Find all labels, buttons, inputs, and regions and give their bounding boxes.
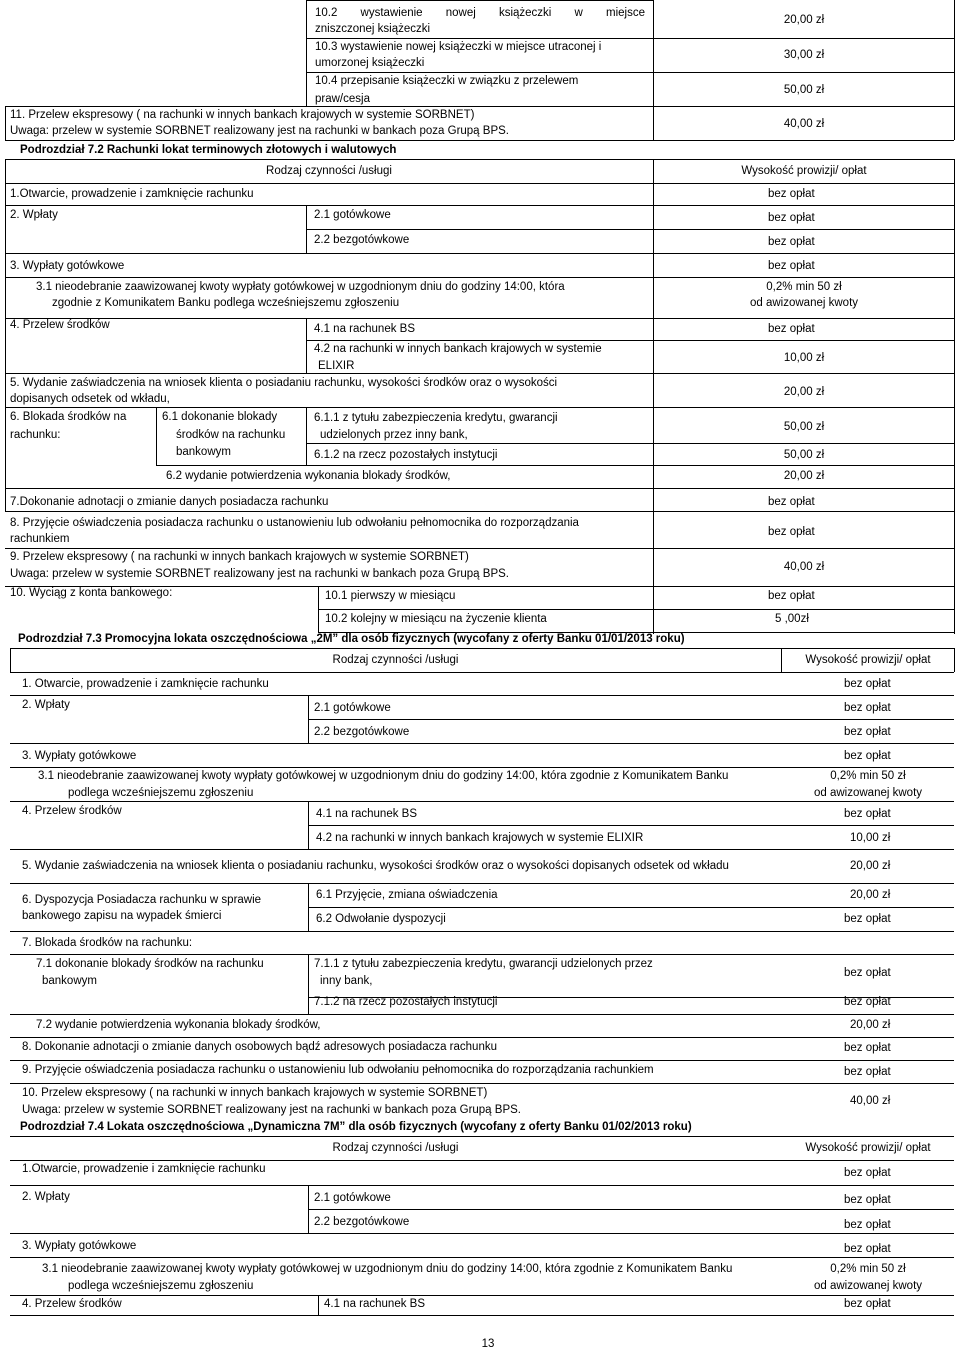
s74-row-4: 4. Przelew środków <box>22 1298 122 1310</box>
s72-header-service: Rodzaj czynności /usługi <box>266 165 392 177</box>
s73-row-9: 9. Przyjęcie oświadczenia posiadacza rachunku o ustanowieniu lub odwołaniu pełnomocnika do rozporządzania rachunkiem <box>22 1064 654 1076</box>
s72-row-4-1: 4.1 na rachunek BS <box>314 323 416 335</box>
s73-row-2: 2. Wpłaty <box>22 699 70 711</box>
s72-fee-9: 40,00 zł <box>783 561 825 573</box>
page-number: 13 <box>481 1338 495 1350</box>
section-7-3-title: Podrozdział 7.3 Promocyjna lokata oszczędnościowa „2M” dla osób fizycznych (wycofany z oferty Banku 01/01/2013 roku) <box>18 633 685 645</box>
s72-fee-2-1: bez opłat <box>768 212 815 224</box>
s72-row-6-1-1-text-2: udzielonych przez inny bank, <box>320 429 468 441</box>
row-10-2-text-2: zniszczonej książeczki <box>315 23 431 35</box>
s72-row-6-1-text-3: bankowym <box>176 446 231 458</box>
s72-row-3: 3. Wypłaty gotówkowe <box>10 260 125 272</box>
s73-row-1: 1. Otwarcie, prowadzenie i zamknięcie rachunku <box>22 678 269 690</box>
s73-row-7: 7. Blokada środków na rachunku: <box>22 937 193 949</box>
fee-10-3: 30,00 zł <box>783 49 825 61</box>
s73-fee-10: 40,00 zł <box>850 1095 891 1107</box>
s73-row-6-text-1: 6. Dyspozycja Posiadacza rachunku w sprawie <box>22 894 262 906</box>
s72-row-10-2: 10.2 kolejny w miesiącu na życzenie klienta <box>325 613 547 625</box>
s72-fee-1: bez opłat <box>768 188 815 200</box>
s74-fee-2-2: bez opłat <box>844 1219 891 1231</box>
fee-10-2: 20,00 zł <box>783 14 825 26</box>
s74-row-3-1-text-1: 3.1 nieodebranie zaawizowanej kwoty wypłaty gotówkowej w uzgodnionym dniu do godziny 14:00, która zgodnie z Komunikatem Banku <box>42 1263 733 1275</box>
s74-fee-3: bez opłat <box>844 1243 891 1255</box>
s72-fee-4-2: 10,00 zł <box>783 352 825 364</box>
s73-row-6-2: 6.2 Odwołanie dyspozycji <box>316 913 446 925</box>
s72-row-4-2-text-2: ELIXIR <box>318 360 355 372</box>
s72-row-6-text-1: 6. Blokada środków na <box>10 411 127 423</box>
row-10-3-text-1: 10.3 wystawienie nowej książeczki w miejsce utraconej i <box>315 41 602 53</box>
s72-row-9-text-1: 9. Przelew ekspresowy ( na rachunki w innych bankach krajowych w systemie SORBNET) <box>10 551 469 563</box>
s74-row-3: 3. Wypłaty gotówkowe <box>22 1240 137 1252</box>
row-10-3-text-2: umorzonej książeczki <box>315 57 425 69</box>
s73-header-service: Rodzaj czynności /usługi <box>332 654 459 666</box>
s72-row-2-2: 2.2 bezgotówkowe <box>314 234 410 246</box>
s72-row-4: 4. Przelew środków <box>10 319 110 331</box>
s74-row-2-1: 2.1 gotówkowe <box>314 1192 391 1204</box>
s73-row-2-2: 2.2 bezgotówkowe <box>314 726 410 738</box>
s72-row-3-1-text-2: zgodnie z Komunikatem Banku podlega wcześniejszemu zgłoszeniu <box>52 297 400 309</box>
s73-row-3-1-text-2: podlega wcześniejszemu zgłoszeniu <box>68 787 254 799</box>
s72-fee-10-2: 5 ,00zł <box>775 613 809 625</box>
s72-row-10: 10. Wyciąg z konta bankowego: <box>10 587 173 599</box>
s72-row-7: 7.Dokonanie adnotacji o zmianie danych posiadacza rachunku <box>10 496 329 508</box>
s72-row-4-2-text-1: 4.2 na rachunki w innych bankach krajowych w systemie <box>314 343 602 355</box>
s74-row-2: 2. Wpłaty <box>22 1191 70 1203</box>
s73-row-7-1-1-text-1: 7.1.1 z tytułu zabezpieczenia kredytu, gwarancji udzielonych przez <box>314 958 653 970</box>
s72-fee-2-2: bez opłat <box>768 236 815 248</box>
s72-fee-3: bez opłat <box>768 260 815 272</box>
s73-row-3-1-text-1: 3.1 nieodebranie zaawizowanej kwoty wypłaty gotówkowej w uzgodnionym dniu do godziny 14:00, która zgodnie z Komunikatem Banku <box>38 770 729 782</box>
s72-row-6-1-1-text-1: 6.1.1 z tytułu zabezpieczenia kredytu, gwarancji <box>314 412 558 424</box>
s72-row-5-text-1: 5. Wydanie zaświadczenia na wniosek klienta o posiadaniu rachunku, wysokości środków oraz o wysokości <box>10 377 558 389</box>
s74-fee-1: bez opłat <box>844 1167 891 1179</box>
s73-row-4-1: 4.1 na rachunek BS <box>316 808 418 820</box>
s72-fee-8: bez opłat <box>768 526 815 538</box>
s72-row-6-text-2: rachunku: <box>10 429 61 441</box>
s74-fee-2-1: bez opłat <box>844 1194 891 1206</box>
s73-fee-2-2: bez opłat <box>844 726 891 738</box>
s72-row-6-2: 6.2 wydanie potwierdzenia wykonania blokady środków, <box>166 470 451 482</box>
s73-row-7-1-text-1: 7.1 dokonanie blokady środków na rachunku <box>36 958 264 970</box>
s73-fee-9: bez opłat <box>844 1066 891 1078</box>
s72-row-1: 1.Otwarcie, prowadzenie i zamknięcie rachunku <box>10 188 254 200</box>
s73-row-6-1: 6.1 Przyjęcie, zmiana oświadczenia <box>316 889 498 901</box>
s72-row-2: 2. Wpłaty <box>10 209 58 221</box>
s72-fee-10-1: bez opłat <box>768 590 815 602</box>
fee-10-4: 50,00 zł <box>783 84 825 96</box>
s74-row-2-2: 2.2 bezgotówkowe <box>314 1216 410 1228</box>
s73-row-10-text-1: 10. Przelew ekspresowy ( na rachunki w innych bankach krajowych w systemie SORBNET) <box>22 1087 488 1099</box>
s73-row-6-text-2: bankowego zapisu na wypadek śmierci <box>22 910 222 922</box>
row-11-text-2: Uwaga: przelew w systemie SORBNET realizowany jest na rachunki w bankach poza Grupą BPS. <box>10 125 509 137</box>
s73-row-3: 3. Wypłaty gotówkowe <box>22 750 137 762</box>
s72-fee-7: bez opłat <box>768 496 815 508</box>
s72-fee-6-2: 20,00 zł <box>783 470 825 482</box>
s73-fee-5: 20,00 zł <box>850 860 891 872</box>
s73-fee-3: bez opłat <box>844 750 891 762</box>
s72-row-2-1: 2.1 gotówkowe <box>314 209 391 221</box>
s73-row-7-1-1-text-2: inny bank, <box>320 975 373 987</box>
s73-fee-1: bez opłat <box>844 678 891 690</box>
s73-fee-8: bez opłat <box>844 1042 891 1054</box>
s72-header-fee: Wysokość prowizji/ opłat <box>741 165 867 177</box>
s72-fee-6-1-2: 50,00 zł <box>783 449 825 461</box>
s73-row-4: 4. Przelew środków <box>22 805 122 817</box>
s74-fee-3-1-text-2: od awizowanej kwoty <box>813 1280 923 1292</box>
s72-fee-3-1-text-1: 0,2% min 50 zł <box>766 281 842 293</box>
row-10-4-text-2: praw/cesja <box>315 93 370 105</box>
s72-fee-5: 20,00 zł <box>783 386 825 398</box>
s72-row-8-text-2: rachunkiem <box>10 533 70 545</box>
s73-fee-4-1: bez opłat <box>844 808 891 820</box>
s72-fee-3-1-text-2: od awizowanej kwoty <box>749 297 859 309</box>
s73-header-fee: Wysokość prowizji/ opłat <box>805 654 931 666</box>
row-10-4-text-1: 10.4 przepisanie książeczki w związku z przelewem <box>315 75 579 87</box>
s74-row-3-1-text-2: podlega wcześniejszemu zgłoszeniu <box>68 1280 254 1292</box>
s72-row-6-1-text-2: środków na rachunku <box>176 429 286 441</box>
s73-fee-7-1-1: bez opłat <box>844 967 891 979</box>
s73-fee-7-1-2: bez opłat <box>844 996 891 1008</box>
s73-row-7-1-text-2: bankowym <box>42 975 97 987</box>
s74-fee-4-1: bez opłat <box>844 1298 891 1310</box>
s73-row-4-2: 4.2 na rachunki w innych bankach krajowych w systemie ELIXIR <box>316 832 644 844</box>
row-11-text-1: 11. Przelew ekspresowy ( na rachunki w innych bankach krajowych w systemie SORBNET) <box>10 109 475 121</box>
s72-row-9-text-2: Uwaga: przelew w systemie SORBNET realizowany jest na rachunki w bankach poza Grupą BPS. <box>10 568 509 580</box>
s73-fee-6-1: 20,00 zł <box>850 889 891 901</box>
s74-row-4-1: 4.1 na rachunek BS <box>324 1298 426 1310</box>
s72-row-10-1: 10.1 pierwszy w miesiącu <box>325 590 456 602</box>
s73-row-8: 8. Dokonanie adnotacji o zmianie danych osobowych bądź adresowych posiadacza rachunku <box>22 1041 497 1053</box>
s72-row-6-1-text-1: 6.1 dokonanie blokady <box>162 411 278 423</box>
s73-fee-3-1-text-1: 0,2% min 50 zł <box>830 770 906 782</box>
s73-row-2-1: 2.1 gotówkowe <box>314 702 391 714</box>
s74-fee-3-1-text-1: 0,2% min 50 zł <box>830 1263 906 1275</box>
s73-row-7-1-2: 7.1.2 na rzecz pozostałych instytucji <box>314 996 498 1008</box>
s72-fee-6-1-1: 50,00 zł <box>783 421 825 433</box>
s74-header-fee: Wysokość prowizji/ opłat <box>805 1142 931 1154</box>
s73-row-7-2: 7.2 wydanie potwierdzenia wykonania blokady środków, <box>36 1019 321 1031</box>
s73-fee-6-2: bez opłat <box>844 913 891 925</box>
s72-fee-4-1: bez opłat <box>768 323 815 335</box>
s74-header-service: Rodzaj czynności /usługi <box>332 1142 459 1154</box>
section-7-2-title: Podrozdział 7.2 Rachunki lokat terminowych złotowych i walutowych <box>20 144 397 156</box>
s73-fee-3-1-text-2: od awizowanej kwoty <box>813 787 923 799</box>
s73-row-5: 5. Wydanie zaświadczenia na wniosek klienta o posiadaniu rachunku, wysokości środków oraz o wysokości dopisanych odsetek od wkładu <box>22 860 729 872</box>
s73-fee-4-2: 10,00 zł <box>850 832 891 844</box>
s72-row-6-1-2: 6.1.2 na rzecz pozostałych instytucji <box>314 449 498 461</box>
section-7-4-title: Podrozdział 7.4 Lokata oszczędnościowa „Dynamiczna 7M” dla osób fizycznych (wycofany z oferty Banku 01/02/2013 roku) <box>20 1121 692 1133</box>
s74-row-1: 1.Otwarcie, prowadzenie i zamknięcie rachunku <box>22 1163 266 1175</box>
s72-row-8-text-1: 8. Przyjęcie oświadczenia posiadacza rachunku o ustanowieniu lub odwołaniu pełnomocnika do rozporządzania <box>10 517 579 529</box>
s73-row-10-text-2: Uwaga: przelew w systemie SORBNET realizowany jest na rachunki w bankach poza Grupą BPS. <box>22 1104 521 1116</box>
s73-fee-2-1: bez opłat <box>844 702 891 714</box>
s72-row-3-1-text-1: 3.1 nieodebranie zaawizowanej kwoty wypłaty gotówkowej w uzgodnionym dniu do godziny 14:00, która <box>36 281 565 293</box>
row-10-2-text-1: 10.2 wystawienie nowej książeczki w miejsce <box>315 7 645 19</box>
s73-fee-7-2: 20,00 zł <box>850 1019 891 1031</box>
fee-11: 40,00 zł <box>783 118 825 130</box>
s72-row-5-text-2: dopisanych odsetek od wkładu, <box>10 393 170 405</box>
